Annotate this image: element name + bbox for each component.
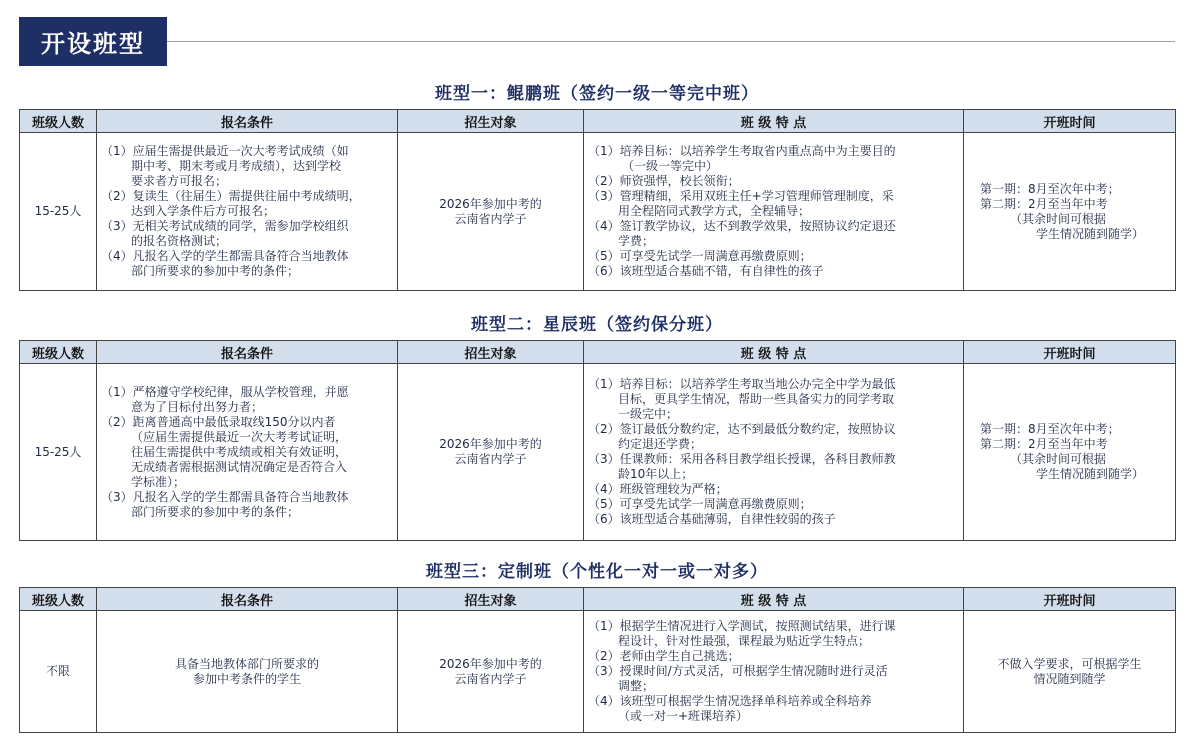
feature-line: 调整； [618, 679, 655, 693]
feature-line: 约定退还学费； [618, 437, 703, 451]
condition-line: 具备当地教体部门所要求的 [174, 656, 319, 671]
col-target-header: 招生对象 [398, 341, 584, 364]
condition-line: 无成绩者需根据测试情况确定是否符合入 [131, 459, 348, 474]
col-features-header: 班 级 特 点 [584, 588, 964, 611]
condition-line: （2）复读生（往届生）需提供往届中考成绩明， [101, 189, 361, 203]
class-3-title: 班型三：定制班（个性化一对一或一对多） [426, 562, 768, 582]
col-conditions-header: 报名条件 [97, 341, 398, 364]
target-line: 云南省内学子 [454, 452, 527, 466]
schedule-line: 不做入学要求，可根据学生 [997, 656, 1142, 671]
col-schedule-header: 开班时间 [964, 341, 1176, 364]
condition-line: （应届生需提供最近一次大考考试证明， [131, 429, 348, 444]
feature-line: 程设计，针对性最强，课程最为贴近学生特点； [618, 634, 871, 648]
col-conditions-header: 报名条件 [97, 588, 398, 611]
condition-line: 期中考、期末考或月考成绩），达到学校 [131, 159, 342, 173]
feature-line: 龄10年以上； [618, 467, 694, 481]
class-features [584, 611, 964, 733]
condition-line: （1）应届生需提供最近一次大考考试成绩（如 [101, 144, 349, 158]
feature-line: （3）任课教师：采用各科目教学组长授课，各科目教师教 [588, 452, 896, 466]
schedule-line: 第一期：8月至次年中考； [980, 181, 1120, 196]
feature-line: （或一对一+班课培养） [618, 709, 749, 723]
schedule-line: （其余时间可根据 [1010, 211, 1107, 226]
target-line: 2026年参加中考的 [439, 437, 542, 451]
class-features [584, 364, 964, 541]
feature-line: （4）该班型可根据学生情况选择单科培养或全科培养 [588, 694, 872, 708]
col-conditions-header: 报名条件 [97, 110, 398, 133]
col-features-header: 班 级 特 点 [584, 110, 964, 133]
condition-line: （2）距离普通高中最低录取线150分以内者 [101, 414, 336, 429]
target-students [398, 611, 584, 733]
class-features [584, 133, 964, 291]
schedule [964, 611, 1176, 733]
enrollment-conditions [97, 364, 398, 541]
condition-line: 学标准）； [131, 474, 186, 489]
feature-line: （4）签订教学协议，达不到教学效果，按照协议约定退还 [588, 219, 896, 233]
col-schedule-header: 开班时间 [964, 588, 1176, 611]
condition-line: 达到入学条件后方可报名； [131, 204, 276, 218]
feature-line: 目标，更具学生情况，帮助一些具备实力的同学考取 [618, 392, 895, 406]
schedule-line: 第二期：2月至当年中考 [980, 437, 1108, 451]
schedule-line: （其余时间可根据 [1010, 452, 1107, 466]
feature-line: （6）该班型适合基础不错，有自律性的孩子 [588, 264, 824, 278]
condition-line: 要求者方可报名； [131, 174, 228, 188]
col-features-header: 班 级 特 点 [584, 341, 964, 364]
feature-line: 用全程陪同式教学方式，全程辅导； [618, 204, 811, 218]
class-size: 15-25人 [20, 364, 97, 541]
condition-line: 意为了目标付出努力者； [131, 399, 264, 414]
condition-line: 参加中考条件的学生 [192, 671, 301, 686]
target-line: 2026年参加中考的 [439, 196, 542, 211]
col-target-header: 招生对象 [398, 588, 584, 611]
schedule-line: 第一期：8月至次年中考； [980, 422, 1120, 436]
class-1-title: 班型一：鲲鹏班（签约一级一等完中班） [435, 84, 759, 104]
target-line: 2026年参加中考的 [439, 656, 542, 671]
feature-line: （3）授课时间/方式灵活，可根据学生情况随时进行灵活 [588, 664, 888, 678]
target-line: 云南省内学子 [454, 211, 527, 226]
feature-line: （6）该班型适合基础薄弱，自律性较弱的孩子 [588, 512, 836, 526]
schedule [964, 364, 1176, 541]
schedule-line: 第二期：2月至当年中考 [980, 196, 1108, 211]
feature-line: 学费； [618, 234, 655, 248]
enrollment-conditions [97, 611, 398, 733]
section-header: 开设班型 [19, 17, 167, 66]
class-size: 15-25人 [20, 133, 97, 291]
class-size: 不限 [20, 611, 97, 733]
schedule [964, 133, 1176, 291]
col-target-header: 招生对象 [398, 110, 584, 133]
header-rule [167, 41, 1175, 42]
col-size-header: 班级人数 [20, 588, 97, 611]
condition-line: （3）无相关考试成绩的同学，需参加学校组织 [101, 219, 349, 233]
condition-line: （4）凡报名入学的学生都需具备符合当地教体 [101, 249, 349, 263]
feature-line: （2）老师由学生自己挑选； [588, 649, 740, 663]
schedule-line: 学生情况随到随学） [1036, 467, 1145, 481]
feature-line: （3）管理精细，采用双班主任+学习管理师管理制度，采 [588, 189, 894, 203]
schedule-line: 情况随到随学 [1033, 671, 1106, 686]
feature-line: （1）培养目标：以培养学生考取当地公办完全中学为最低 [588, 377, 896, 391]
feature-line: （4）班级管理较为严格； [588, 482, 728, 496]
feature-line: （1）根据学生情况进行入学测试，按照测试结果，进行课 [588, 619, 896, 633]
target-students [398, 364, 584, 541]
class-3-table [19, 587, 1176, 733]
class-2-table [19, 340, 1176, 541]
schedule-line: 学生情况随到随学） [1036, 226, 1145, 241]
condition-line: 往届生需提供中考成绩或相关有效证明， [131, 444, 348, 459]
target-students [398, 133, 584, 291]
condition-line: 部门所要求的参加中考的条件； [131, 504, 300, 519]
feature-line: （2）师资强悍，校长领衔； [588, 174, 740, 188]
col-schedule-header: 开班时间 [964, 110, 1176, 133]
condition-line: 的报名资格测试； [131, 234, 228, 248]
target-line: 云南省内学子 [454, 671, 527, 686]
feature-line: （5）可享受先试学一周满意再缴费原则； [588, 249, 812, 263]
condition-line: （3）凡报名入学的学生都需具备符合当地教体 [101, 489, 349, 504]
feature-line: 一级完中； [618, 407, 679, 421]
condition-line: 部门所要求的参加中考的条件； [131, 264, 300, 278]
class-2-title: 班型二：星辰班（签约保分班） [471, 315, 723, 335]
condition-line: （1）严格遵守学校纪律，服从学校管理，并愿 [101, 384, 349, 399]
class-1-table [19, 109, 1176, 291]
feature-line: （2）签订最低分数约定，达不到最低分数约定，按照协议 [588, 422, 896, 436]
feature-line: （5）可享受先试学一周满意再缴费原则； [588, 497, 812, 511]
feature-line: （一级一等完中） [622, 159, 719, 173]
enrollment-conditions [97, 133, 398, 291]
col-size-header: 班级人数 [20, 110, 97, 133]
feature-line: （1）培养目标：以培养学生考取省内重点高中为主要目的 [588, 144, 896, 158]
col-size-header: 班级人数 [20, 341, 97, 364]
